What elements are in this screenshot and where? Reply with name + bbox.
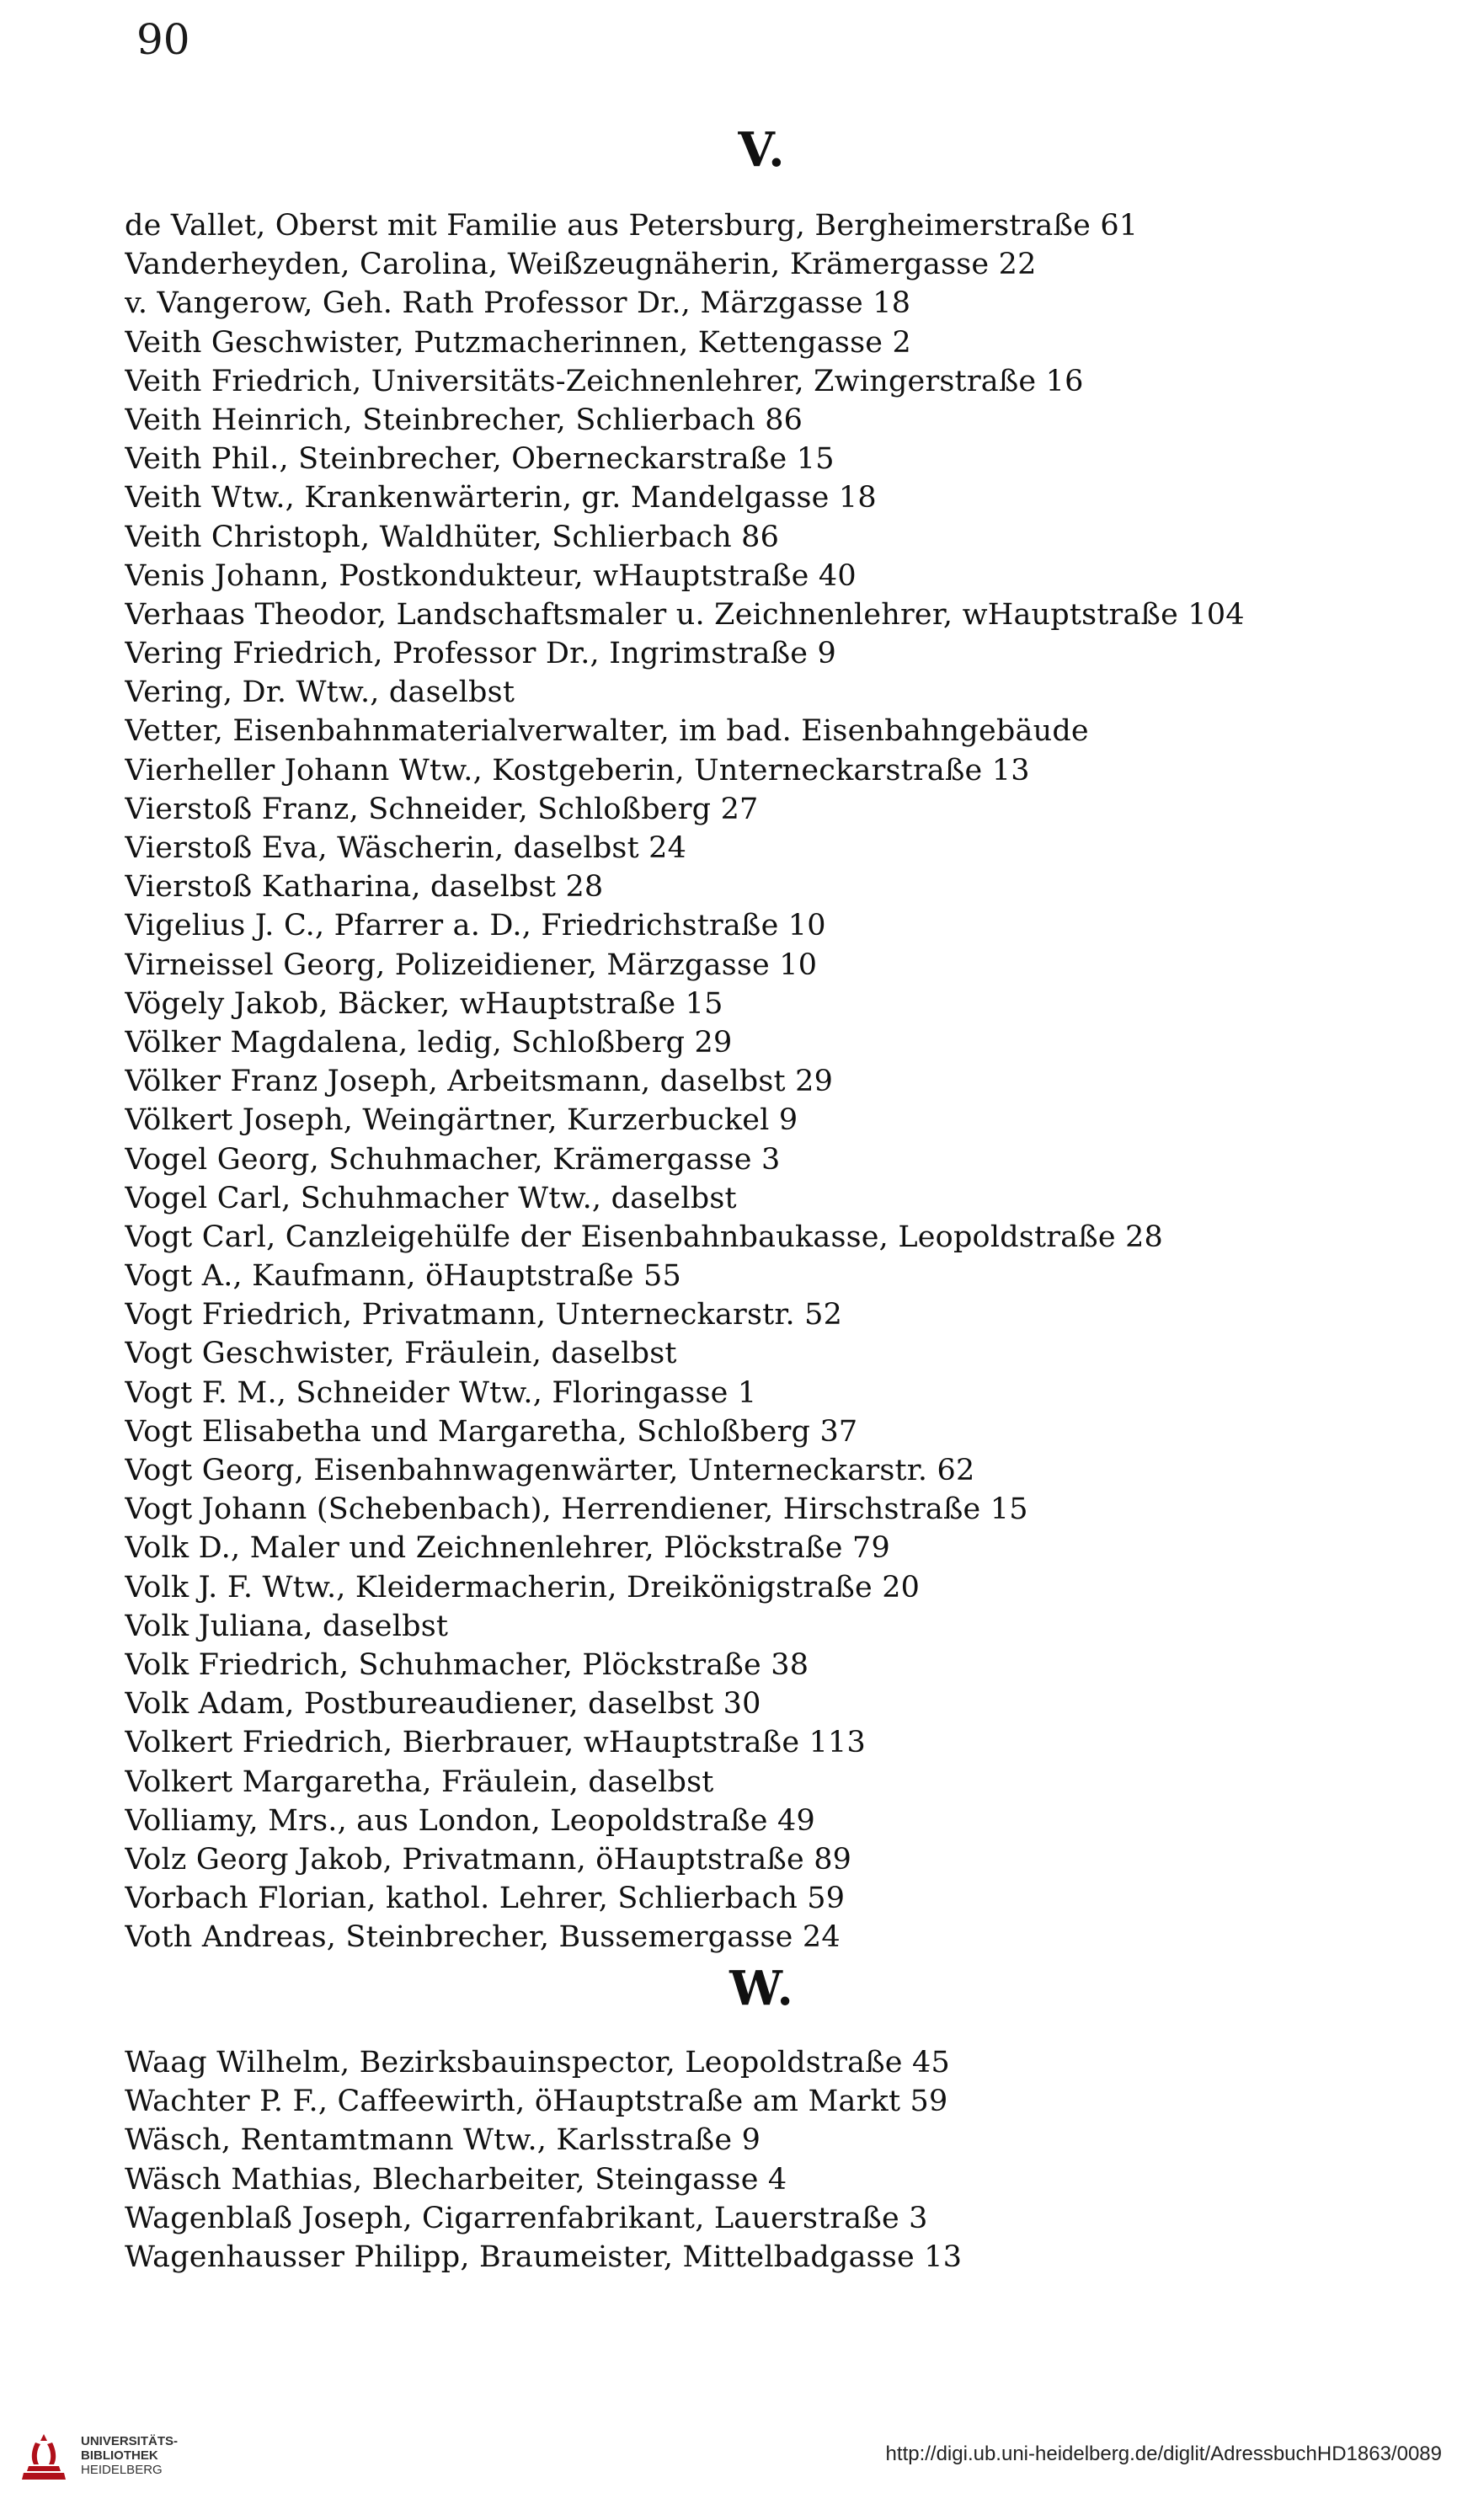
directory-entry: de Vallet, Oberst mit Familie aus Petersburg, Bergheimerstraße 61 (125, 209, 1139, 243)
entry-list-w (125, 2043, 1406, 2277)
directory-entry: Volliamy, Mrs., aus London, Leopoldstraße 49 (125, 1803, 815, 1838)
directory-entry: Veith Christoph, Waldhüter, Schlierbach 86 (125, 520, 780, 554)
footer (0, 2426, 1457, 2520)
directory-entry: Vigelius J. C., Pfarrer a. D., Friedrichstraße 10 (125, 909, 826, 943)
directory-entry: Völkert Joseph, Weingärtner, Kurzerbuckel 9 (125, 1103, 798, 1138)
directory-entry: Wäsch, Rentamtmann Wtw., Karlsstraße 9 (125, 2123, 761, 2158)
directory-entry: Vogt Carl, Canzleigehülfe der Eisenbahnbaukasse, Leopoldstraße 28 (125, 1220, 1164, 1254)
directory-entry: Vierstoß Franz, Schneider, Schloßberg 27 (125, 792, 759, 826)
directory-entry: Volz Georg Jakob, Privatmann, öHauptstraße 89 (125, 1842, 852, 1877)
directory-entry: Vering Friedrich, Professor Dr., Ingrimstraße 9 (125, 637, 837, 671)
directory-entry: Vering, Dr. Wtw., daselbst (125, 675, 515, 710)
directory-entry: Vanderheyden, Carolina, Weißzeugnäherin, Krämergasse 22 (125, 248, 1037, 282)
directory-entry: Wagenhausser Philipp, Braumeister, Mittelbadgasse 13 (125, 2240, 963, 2274)
directory-entry: Wagenblaß Joseph, Cigarrenfabrikant, Lauerstraße 3 (125, 2201, 928, 2235)
directory-entry: Veith Geschwister, Putzmacherinnen, Kettengasse 2 (125, 325, 911, 360)
directory-entry: Waag Wilhelm, Bezirksbauinspector, Leopoldstraße 45 (125, 2046, 950, 2080)
directory-entry: Vierstoß Katharina, daselbst 28 (125, 870, 604, 905)
directory-entry: Verhaas Theodor, Landschaftsmaler u. Zeichnenlehrer, wHauptstraße 104 (125, 597, 1245, 632)
directory-entry: Volkert Friedrich, Bierbrauer, wHauptstraße 113 (125, 1726, 866, 1760)
directory-entry: Veith Phil., Steinbrecher, Oberneckarstraße 15 (125, 442, 835, 477)
directory-entry: Völker Franz Joseph, Arbeitsmann, daselbst 29 (125, 1065, 834, 1099)
directory-entry: Wäsch Mathias, Blecharbeiter, Steingasse 4 (125, 2162, 787, 2197)
directory-entry: Virneissel Georg, Polizeidiener, Märzgasse 10 (125, 948, 818, 982)
directory-entry: Vögely Jakob, Bäcker, wHauptstraße 15 (125, 986, 723, 1021)
directory-entry: Vogt F. M., Schneider Wtw., Floringasse 1 (125, 1375, 757, 1410)
directory-entry: Vorbach Florian, kathol. Lehrer, Schlierbach 59 (125, 1882, 846, 1916)
page-number: 90 (136, 15, 190, 64)
directory-entry: Völker Magdalena, ledig, Schloßberg 29 (125, 1025, 733, 1060)
directory-entry: Vogel Carl, Schuhmacher Wtw., daselbst (125, 1181, 737, 1215)
directory-entry: Voth Andreas, Steinbrecher, Bussemergasse 24 (125, 1920, 841, 1955)
directory-entry: Vogt Johann (Schebenbach), Herrendiener, Hirschstraße 15 (125, 1492, 1028, 1527)
source-url-link[interactable]: http://digi.ub.uni-heidelberg.de/diglit/AdressbuchHD1863/0089 (885, 2443, 1442, 2465)
directory-entry: Veith Wtw., Krankenwärterin, gr. Mandelgasse 18 (125, 481, 877, 515)
directory-entry: Veith Heinrich, Steinbrecher, Schlierbach 86 (125, 403, 803, 437)
directory-entry: Volk Juliana, daselbst (125, 1609, 449, 1643)
directory-entry: Vogt A., Kaufmann, öHauptstraße 55 (125, 1259, 681, 1294)
directory-entry: v. Vangerow, Geh. Rath Professor Dr., Märzgasse 18 (125, 286, 911, 321)
entry-list-v (125, 206, 1406, 1957)
directory-entry: Volk Friedrich, Schuhmacher, Plöckstraße 38 (125, 1647, 809, 1682)
directory-entry: Wachter P. F., Caffeewirth, öHauptstraße am Markt 59 (125, 2085, 948, 2119)
directory-entry: Vogel Georg, Schuhmacher, Krämergasse 3 (125, 1142, 781, 1177)
directory-entry: Volk J. F. Wtw., Kleidermacherin, Dreikönigstraße 20 (125, 1570, 921, 1604)
directory-entry: Vierstoß Eva, Wäscherin, daselbst 24 (125, 831, 687, 865)
directory-entry: Vetter, Eisenbahnmaterialverwalter, im bad. Eisenbahngebäude (125, 714, 1089, 749)
directory-entry: Vierheller Johann Wtw., Kostgeberin, Unterneckarstraße 13 (125, 753, 1030, 788)
directory-entry: Volkert Margaretha, Fräulein, daselbst (125, 1765, 714, 1799)
directory-entry: Vogt Geschwister, Fräulein, daselbst (125, 1337, 677, 1371)
university-library-logo-icon (17, 2431, 71, 2485)
directory-entry: Venis Johann, Postkondukteur, wHauptstraße 40 (125, 558, 857, 593)
library-name: UNIVERSITÄTS- BIBLIOTHEK HEIDELBERG (81, 2434, 179, 2477)
directory-entry: Vogt Elisabetha und Margaretha, Schloßberg 37 (125, 1414, 858, 1449)
section-heading-w: W. (729, 1961, 795, 2016)
section-heading-v: V. (738, 122, 787, 178)
directory-entry: Vogt Friedrich, Privatmann, Unterneckarstr. 52 (125, 1298, 843, 1332)
directory-entry: Volk D., Maler und Zeichnenlehrer, Plöckstraße 79 (125, 1531, 890, 1566)
directory-entry: Veith Friedrich, Universitäts-Zeichnenlehrer, Zwingerstraße 16 (125, 364, 1084, 398)
directory-entry: Vogt Georg, Eisenbahnwagenwärter, Unterneckarstr. 62 (125, 1454, 975, 1487)
directory-entry: Volk Adam, Postbureaudiener, daselbst 30 (125, 1687, 761, 1722)
